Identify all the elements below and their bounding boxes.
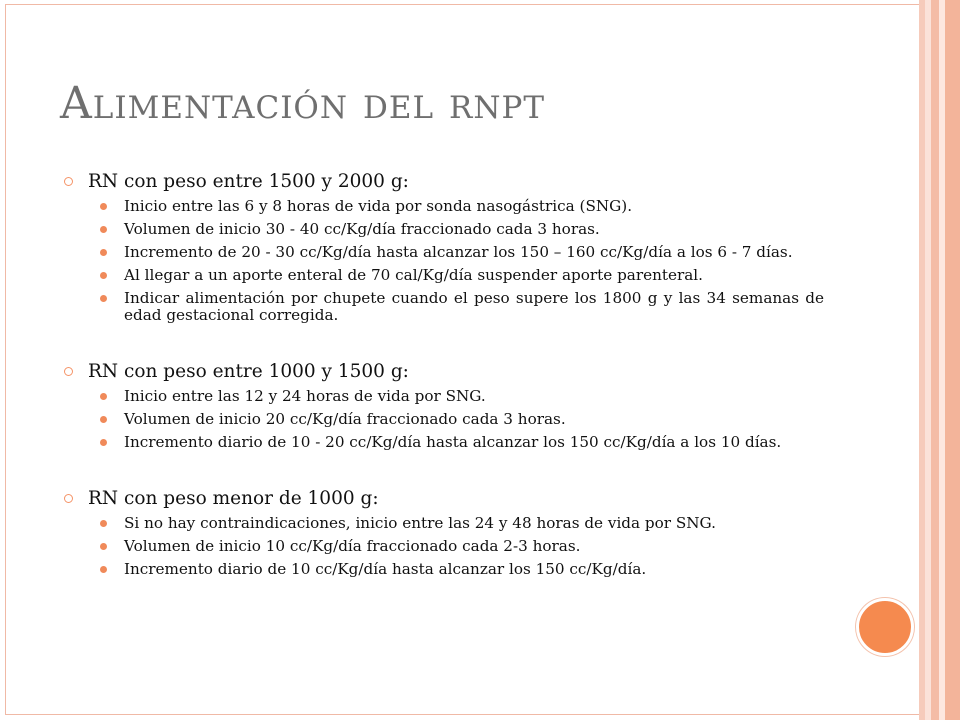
section-heading-text: RN con peso entre 1500 y 2000 g: [88,171,409,192]
dot-bullet-icon [100,393,107,400]
bullet-list [64,388,824,451]
dot-bullet-icon [100,249,107,256]
list-item-text: Volumen de inicio 20 cc/Kg/día fraccionado cada 3 horas. [124,410,566,428]
list-item-text: Inicio entre las 6 y 8 horas de vida por sonda nasogástrica (SNG). [124,197,633,215]
list-item-text: Si no hay contraindicaciones, inicio entre las 24 y 48 horas de vida por SNG. [124,514,716,532]
bullet-list [64,198,824,324]
list-item [100,411,824,428]
list-item [100,198,824,215]
dot-bullet-icon [100,226,107,233]
dot-bullet-icon [100,416,107,423]
list-item [100,244,824,261]
dot-bullet-icon [100,520,107,527]
list-item [100,290,824,324]
section-heading [64,170,824,194]
section-menor-1000 [64,487,824,578]
list-item-text: Incremento diario de 10 cc/Kg/día hasta alcanzar los 150 cc/Kg/día. [124,560,647,578]
decorative-stripe [931,0,939,720]
ring-bullet-icon [64,177,73,186]
list-item [100,434,824,451]
list-item-text: Incremento diario de 10 - 20 cc/Kg/día hasta alcanzar los 150 cc/Kg/día a los 10 días. [124,433,782,451]
list-item-text: Volumen de inicio 10 cc/Kg/día fraccionado cada 2-3 horas. [124,537,581,555]
list-item [100,221,824,238]
section-heading [64,487,824,511]
list-item-text: Al llegar a un aporte enteral de 70 cal/Kg/día suspender aporte parenteral. [124,266,703,284]
dot-bullet-icon [100,272,107,279]
list-item-text: Incremento de 20 - 30 cc/Kg/día hasta alcanzar los 150 – 160 cc/Kg/día a los 6 - 7 días. [124,243,793,261]
section-1000-1500 [64,360,824,451]
list-item-text: Inicio entre las 12 y 24 horas de vida por SNG. [124,387,486,405]
dot-bullet-icon [100,543,107,550]
decorative-stripe [945,0,960,720]
ring-bullet-icon [64,367,73,376]
list-item [100,515,824,532]
dot-bullet-icon [100,295,107,302]
ring-bullet-icon [64,494,73,503]
list-item [100,561,824,578]
list-item-text: Indicar alimentación por chupete cuando el peso supere los 1800 g y las 34 semanas de edad gestacional corregida. [124,289,824,324]
section-1500-2000 [64,170,824,324]
list-item [100,267,824,284]
dot-bullet-icon [100,439,107,446]
slide-content [64,170,824,584]
section-heading-text: RN con peso entre 1000 y 1500 g: [88,361,409,382]
slide-title: Alimentación del rnpt [60,78,546,129]
dot-bullet-icon [100,566,107,573]
decorative-circle-icon [856,598,914,656]
dot-bullet-icon [100,203,107,210]
list-item [100,538,824,555]
section-heading-text: RN con peso menor de 1000 g: [88,488,379,509]
section-heading [64,360,824,384]
list-item [100,388,824,405]
list-item-text: Volumen de inicio 30 - 40 cc/Kg/día fraccionado cada 3 horas. [124,220,600,238]
bullet-list [64,515,824,578]
